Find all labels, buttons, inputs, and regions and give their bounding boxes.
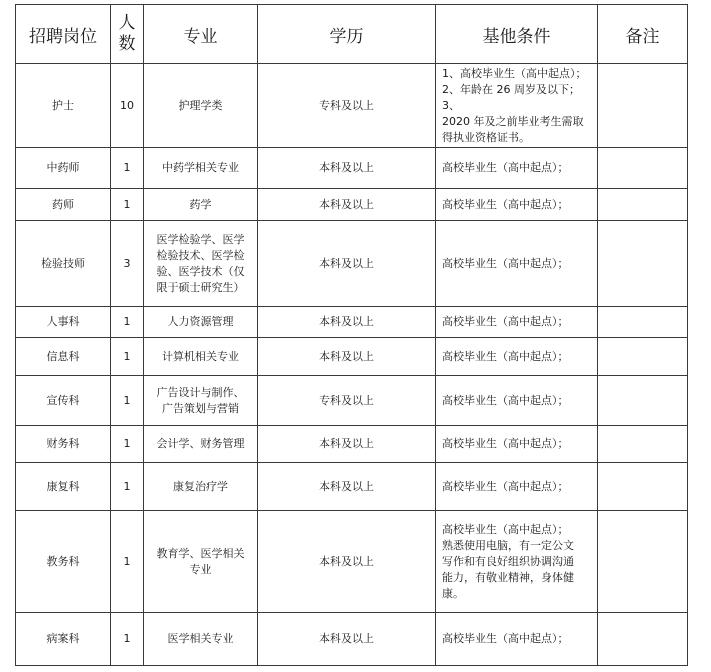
cell-position: 中药师 (16, 148, 111, 189)
cell-major: 中药学相关专业 (144, 148, 258, 189)
header-row (16, 5, 688, 64)
cell-remarks (598, 511, 688, 613)
cell-count: 1 (111, 148, 144, 189)
cell-education: 本科及以上 (258, 307, 436, 338)
cell-count: 1 (111, 426, 144, 463)
header-position: 招聘岗位 (16, 5, 111, 64)
cell-education: 本科及以上 (258, 148, 436, 189)
cell-education: 专科及以上 (258, 376, 436, 426)
cell-major: 教育学、医学相关 专业 (144, 511, 258, 613)
recruitment-table (15, 4, 688, 666)
cell-major: 计算机相关专业 (144, 338, 258, 376)
cell-remarks (598, 221, 688, 307)
cell-conditions: 高校毕业生（高中起点）； (436, 426, 598, 463)
cell-remarks (598, 307, 688, 338)
cell-remarks (598, 376, 688, 426)
cell-position: 检验技师 (16, 221, 111, 307)
cell-count: 1 (111, 376, 144, 426)
cell-position: 信息科 (16, 338, 111, 376)
cell-conditions: 高校毕业生（高中起点）； 熟悉使用电脑，有一定公文 写作和有良好组织协调沟通 能力，有敬业精神，身体健 康。 (436, 511, 598, 613)
table-row (16, 613, 688, 666)
cell-position: 护士 (16, 64, 111, 148)
cell-position: 病案科 (16, 613, 111, 666)
cell-conditions: 高校毕业生（高中起点）； (436, 463, 598, 511)
cell-remarks (598, 426, 688, 463)
table-row (16, 426, 688, 463)
cell-conditions: 高校毕业生（高中起点）； (436, 338, 598, 376)
cell-education: 本科及以上 (258, 511, 436, 613)
table-row (16, 64, 688, 148)
cell-position: 宣传科 (16, 376, 111, 426)
cell-count: 1 (111, 189, 144, 221)
header-count: 人 数 (111, 5, 144, 64)
header-remarks: 备注 (598, 5, 688, 64)
cell-major: 医学相关专业 (144, 613, 258, 666)
cell-count: 1 (111, 511, 144, 613)
cell-major: 会计学、财务管理 (144, 426, 258, 463)
cell-remarks (598, 148, 688, 189)
cell-remarks (598, 338, 688, 376)
cell-conditions: 1、高校毕业生（高中起点）； 2、年龄在 26 周岁及以下；3、 2020 年及之前毕业考生需取 得执业资格证书。 (436, 64, 598, 148)
cell-conditions: 高校毕业生（高中起点）； (436, 189, 598, 221)
cell-count: 1 (111, 338, 144, 376)
table-row (16, 338, 688, 376)
table-row (16, 221, 688, 307)
header-major: 专业 (144, 5, 258, 64)
cell-education: 本科及以上 (258, 426, 436, 463)
cell-position: 人事科 (16, 307, 111, 338)
table-row (16, 189, 688, 221)
cell-conditions: 高校毕业生（高中起点）； (436, 148, 598, 189)
cell-count: 1 (111, 463, 144, 511)
cell-remarks (598, 613, 688, 666)
cell-education: 本科及以上 (258, 338, 436, 376)
cell-position: 康复科 (16, 463, 111, 511)
cell-major: 广告设计与制作、 广告策划与营销 (144, 376, 258, 426)
cell-major: 护理学类 (144, 64, 258, 148)
header-conditions: 基他条件 (436, 5, 598, 64)
cell-education: 专科及以上 (258, 64, 436, 148)
table-row (16, 511, 688, 613)
cell-position: 财务科 (16, 426, 111, 463)
cell-count: 1 (111, 613, 144, 666)
cell-conditions: 高校毕业生（高中起点）； (436, 613, 598, 666)
cell-education: 本科及以上 (258, 221, 436, 307)
cell-remarks (598, 189, 688, 221)
table-row (16, 148, 688, 189)
cell-position: 教务科 (16, 511, 111, 613)
cell-education: 本科及以上 (258, 613, 436, 666)
table-row (16, 463, 688, 511)
cell-count: 10 (111, 64, 144, 148)
cell-major: 医学检验学、医学 检验技术、医学检 验、医学技术（仅 限于硕士研究生） (144, 221, 258, 307)
cell-major: 药学 (144, 189, 258, 221)
cell-major: 康复治疗学 (144, 463, 258, 511)
cell-major: 人力资源管理 (144, 307, 258, 338)
cell-conditions: 高校毕业生（高中起点）； (436, 221, 598, 307)
cell-conditions: 高校毕业生（高中起点）； (436, 307, 598, 338)
table-row (16, 307, 688, 338)
cell-remarks (598, 64, 688, 148)
cell-education: 本科及以上 (258, 463, 436, 511)
cell-remarks (598, 463, 688, 511)
header-education: 学历 (258, 5, 436, 64)
cell-education: 本科及以上 (258, 189, 436, 221)
cell-count: 1 (111, 307, 144, 338)
cell-conditions: 高校毕业生（高中起点）； (436, 376, 598, 426)
cell-count: 3 (111, 221, 144, 307)
table-row (16, 376, 688, 426)
cell-position: 药师 (16, 189, 111, 221)
